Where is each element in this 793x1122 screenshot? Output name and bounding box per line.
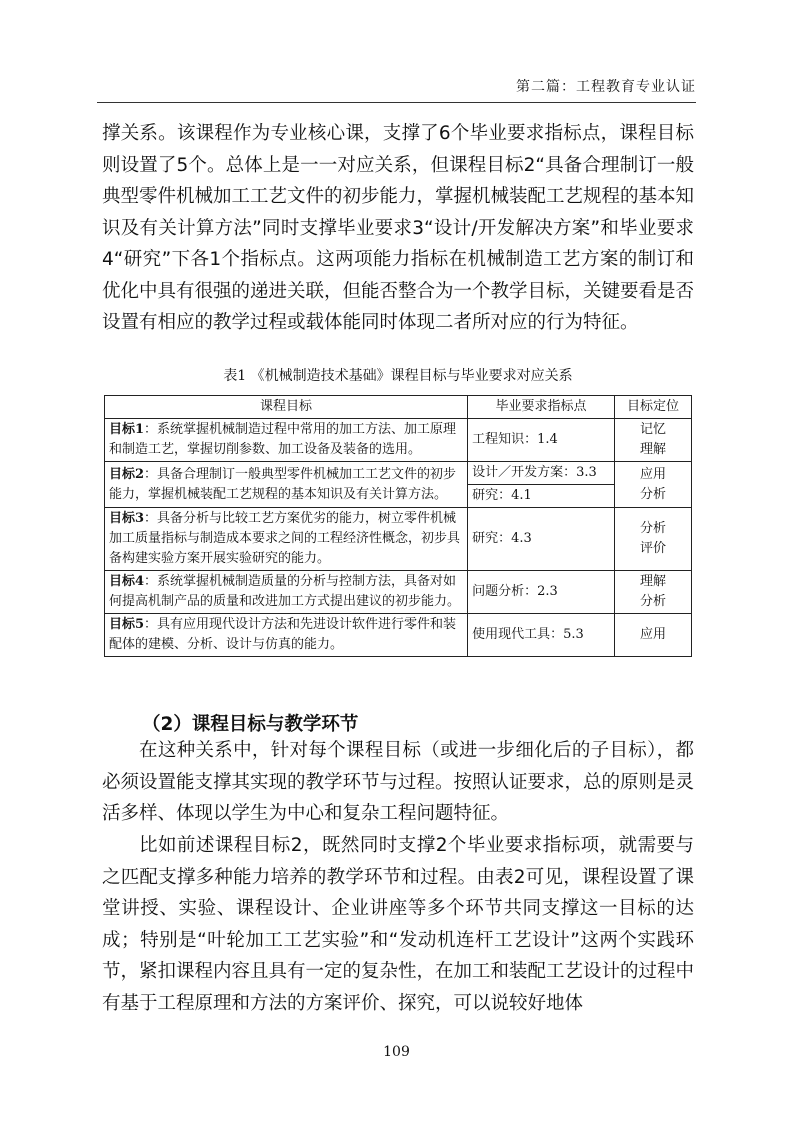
goal-text: ：具有应用现代设计方法和先进设计软件进行零件和装配体的建模、分析、设计与仿真的能力。 xyxy=(109,617,457,652)
positioning-line: 理解 xyxy=(639,574,666,589)
positioning-cell xyxy=(614,614,691,657)
indicator-cell: 工程知识：1.4 xyxy=(468,419,615,462)
goal-name: 目标1 xyxy=(109,422,145,437)
running-header: 第二篇：工程教育专业认证 xyxy=(516,79,696,95)
positioning-line: 理解 xyxy=(639,442,666,457)
goal-name: 目标2 xyxy=(109,466,145,482)
goal-cell xyxy=(105,419,468,462)
paragraph-3: 比如前述课程目标2，既然同时支撑2个毕业要求指标项，就需要与之匹配支撑多种能力培养的教学环节和过程。由表2可见，课程设置了课堂讲授、实验、课程设计、企业讲座等多个环节共同支撑这一目标的达成；特别是“叶轮加工工艺实验”和“发动机连杆工艺设计”这两个实践环节，紧扣课程内容且具有一定的复杂性，在加工和装配工艺设计的过程中有基于工程原理和方法的方案评价、探究，可以说较好地体 xyxy=(102,835,695,1014)
table-row xyxy=(105,462,692,485)
goal-name: 目标5 xyxy=(109,617,145,632)
positioning-cell xyxy=(614,419,691,462)
goal-cell xyxy=(105,614,468,657)
positioning-line: 分析 xyxy=(639,486,666,502)
table-row xyxy=(105,614,692,657)
section-heading: （2）课程目标与教学环节 xyxy=(142,714,359,735)
positioning-line: 分析 xyxy=(639,521,666,536)
positioning-cell xyxy=(614,508,691,571)
positioning-line: 分析 xyxy=(639,594,666,609)
goal-cell xyxy=(105,571,468,614)
header-course-goal: 课程目标 xyxy=(105,396,468,419)
table-row xyxy=(105,571,692,614)
indicator-cell: 使用现代工具：5.3 xyxy=(468,614,615,657)
indicator-cell: 研究：4.3 xyxy=(468,508,615,571)
indicator-cell: 设计／开发方案：3.3 xyxy=(468,462,615,485)
goal-cell xyxy=(105,508,468,571)
page-number: 109 xyxy=(383,1044,410,1060)
goal-cell xyxy=(105,462,468,508)
positioning-line: 应用 xyxy=(639,466,666,482)
goal-text: ：系统掌握机械制造质量的分析与控制方法，具备对如何提高机制产品的质量和改进加工方式提出建议的初步能力。 xyxy=(109,574,461,609)
positioning-line: 评价 xyxy=(639,541,666,556)
positioning-line: 应用 xyxy=(639,627,666,642)
paragraph-2: 在这种关系中，针对每个课程目标（或进一步细化后的子目标），都必须设置能支撑其实现的教学环节与过程。按照认证要求，总的原则是灵活多样、体现以学生为中心和复杂工程问题特征。 xyxy=(102,740,695,824)
paragraph-1: 撑关系。该课程作为专业核心课，支撑了6个毕业要求指标点，课程目标则设置了5个。总体上是一一对应关系，但课程目标2“具备合理制订一般典型零件机械加工工艺文件的初步能力，掌握机械装配工艺规程的基本知识及有关计算方法”同时支撑毕业要求3“设计/开发解决方案”和毕业要求4“研究”下各1个指标点。这两项能力指标在机械制造工艺方案的制订和优化中具有很强的递进关联，但能否整合为一个教学目标，关键要看是否设置有相应的教学过程或载体能同时体现二者所对应的行为特征。 xyxy=(102,123,695,333)
header-positioning: 目标定位 xyxy=(614,396,691,419)
positioning-cell xyxy=(614,462,691,508)
indicator-cell: 研究：4.1 xyxy=(468,485,615,508)
goal-name: 目标4 xyxy=(109,574,145,589)
table-row xyxy=(105,419,692,462)
goal-text: ：系统掌握机械制造过程中常用的加工方法、加工原理和制造工艺，掌握切削参数、加工设备及装备的选用。 xyxy=(109,422,457,457)
header-indicator: 毕业要求指标点 xyxy=(468,396,615,419)
header-rule xyxy=(97,102,696,103)
goal-text: ：具备合理制订一般典型零件机械加工工艺文件的初步能力，掌握机械装配工艺规程的基本知识及有关计算方法。 xyxy=(109,466,457,502)
table-caption: 表1 《机械制造技术基础》课程目标与毕业要求对应关系 xyxy=(223,368,573,384)
positioning-cell xyxy=(614,571,691,614)
table-header-row xyxy=(105,396,692,419)
positioning-line: 记忆 xyxy=(639,422,666,437)
indicator-cell: 问题分析：2.3 xyxy=(468,571,615,614)
goal-name: 目标3 xyxy=(109,511,145,526)
table-row xyxy=(105,508,692,571)
goal-text: ：具备分析与比较工艺方案优劣的能力，树立零件机械加工质量指标与制造成本要求之间的工程经济性概念，初步具备构建实验方案开展实验研究的能力。 xyxy=(109,511,461,566)
course-goals-table xyxy=(104,395,692,657)
